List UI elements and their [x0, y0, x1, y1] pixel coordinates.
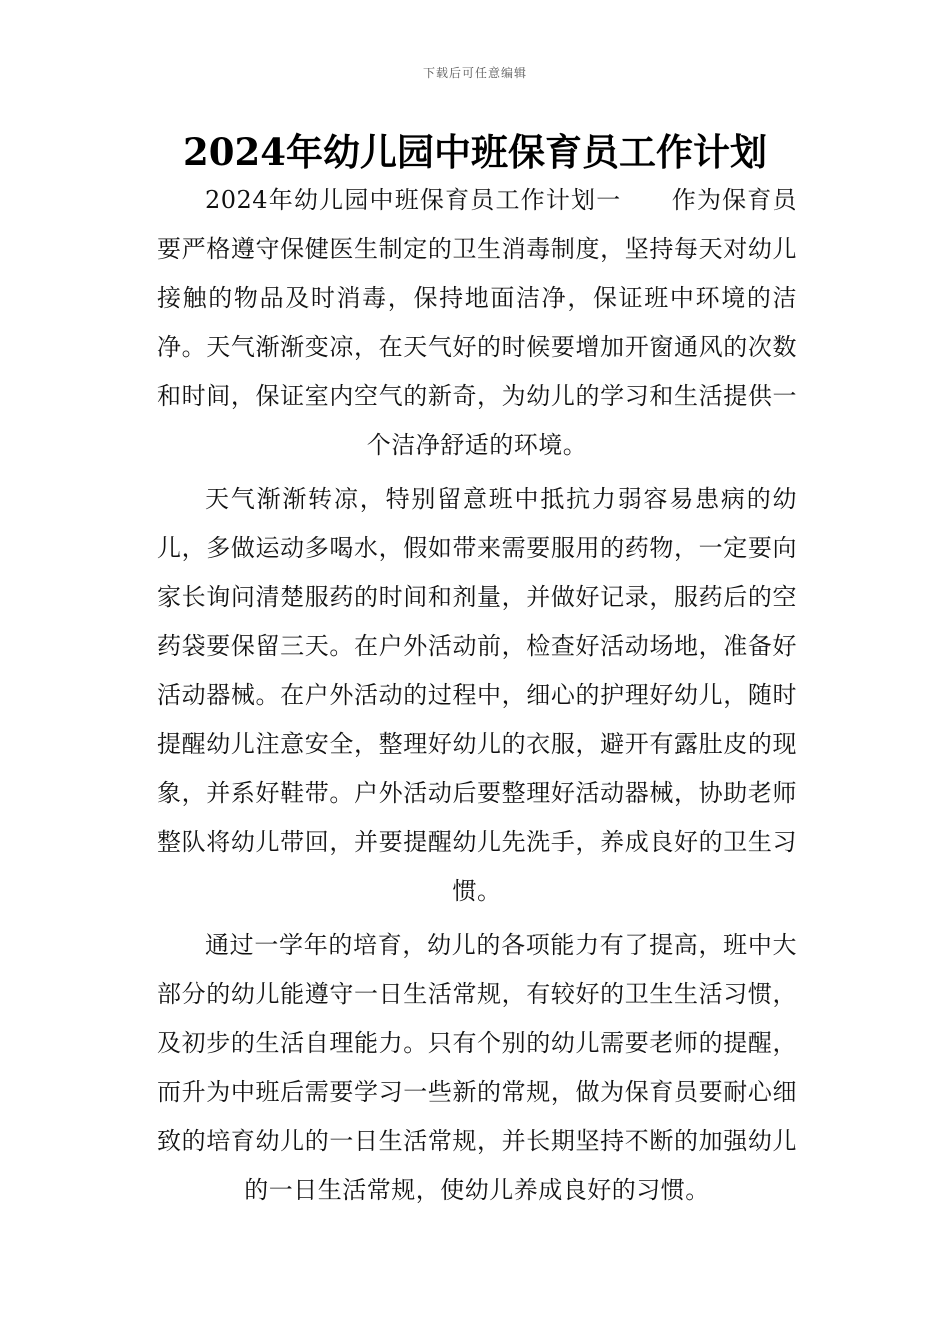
- document-title: 2024年幼儿园中班保育员工作计划: [183, 130, 767, 174]
- paragraph-disinfection: 2024年幼儿园中班保育员工作计划一 作为保育员要严格遵守保健医生制定的卫生消毒制度，坚持每天对幼儿接触的物品及时消毒，保持地面洁净，保证班中环境的洁净。天气渐渐变凉，在天气好的时候要增加开窗通风的次数和时间，保证室内空气的新奇，为幼儿的学习和生活提供一个洁净舒适的环境。: [157, 186, 797, 459]
- paragraph-health-care: 天气渐渐转凉，特别留意班中抵抗力弱容易患病的幼儿，多做运动多喝水，假如带来需要服用的药物，一定要向家长询问清楚服药的时间和剂量，并做好记录，服药后的空药袋要保留三天。在户外活动前，检查好活动场地，准备好活动器械。在户外活动的过程中，细心的护理好幼儿，随时提醒幼儿注意安全，整理好幼儿的衣服，避开有露肚皮的现象，并系好鞋带。户外活动后要整理好活动器械，协助老师整队将幼儿带回，并要提醒幼儿先洗手，养成良好的卫生习惯。: [157, 485, 797, 905]
- header-note: 下载后可任意编辑: [422, 66, 527, 80]
- paragraph-daily-routine: 通过一学年的培育，幼儿的各项能力有了提高，班中大部分的幼儿能遵守一日生活常规，有较好的卫生生活习惯，及初步的生活自理能力。只有个别的幼儿需要老师的提醒，而升为中班后需要学习一些新的常规，做为保育员要耐心细致的培育幼儿的一日生活常规，并长期坚持不断的加强幼儿的一日生活常规，使幼儿养成良好的习惯。: [157, 931, 797, 1204]
